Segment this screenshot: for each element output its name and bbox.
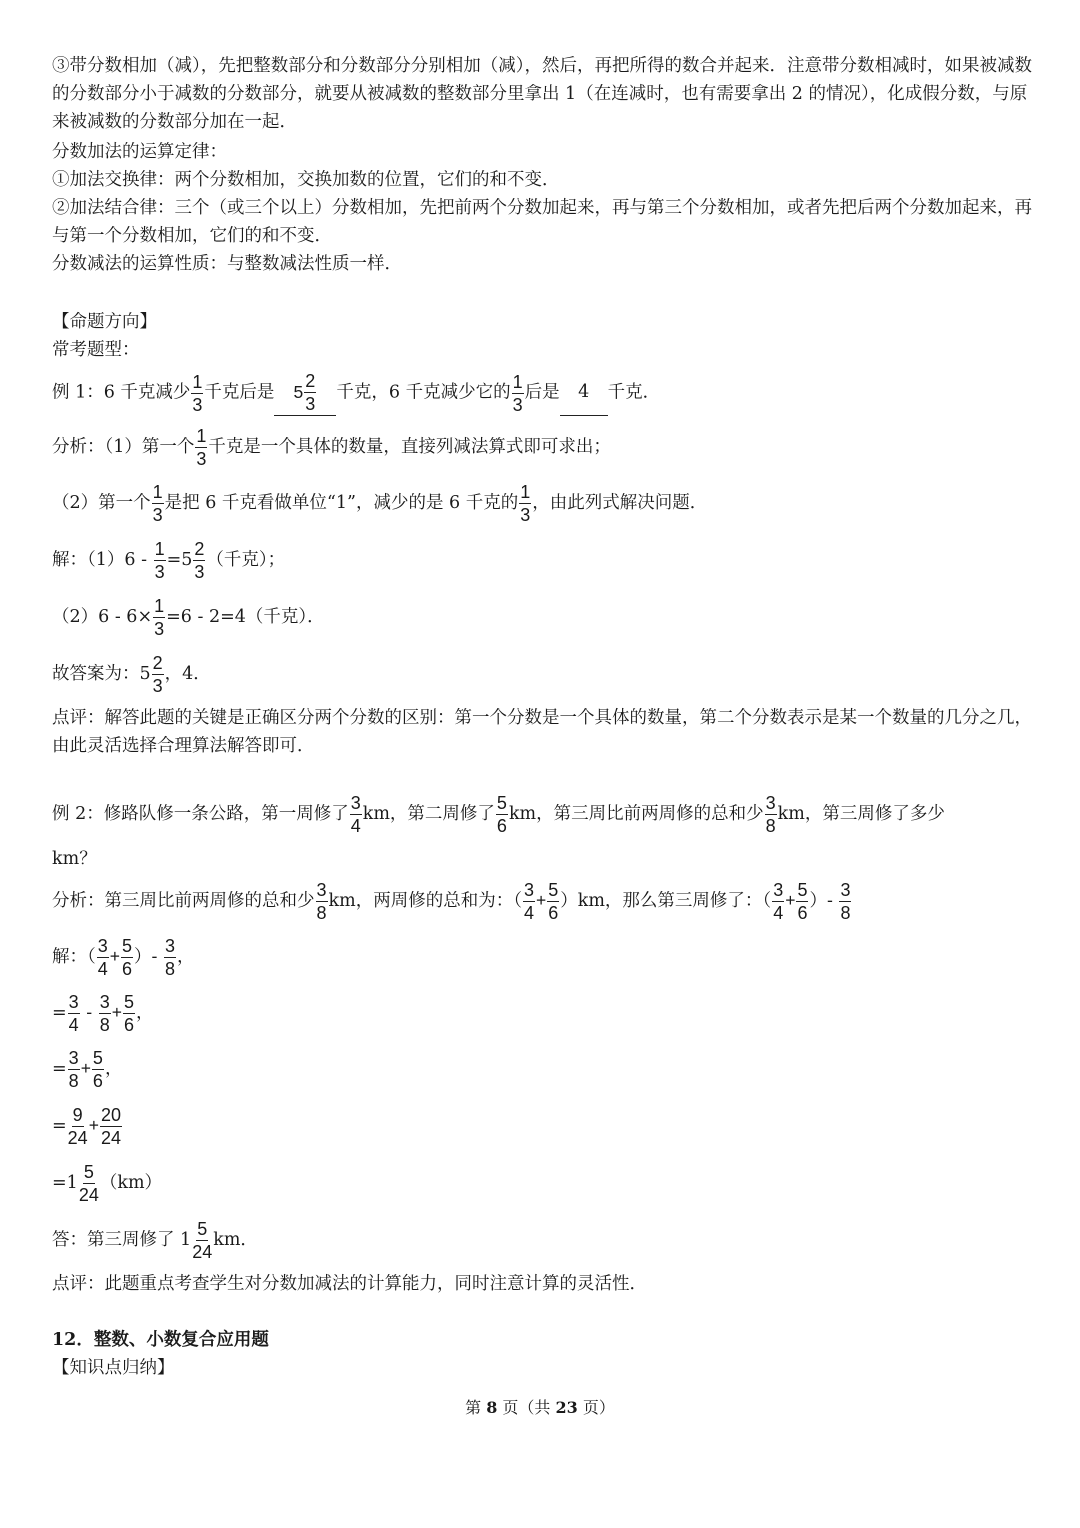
page-footer: 第 8 页（共 23 页） [465,1398,615,1417]
example1-analysis-1: 分析：（1）第一个 $\frac{1}{3}$ 千克是一个具体的数量，直接列减法算式即可求出； [52,426,611,469]
knowledge-summary-heading: 【知识点归纳】 [52,1358,175,1378]
example1-solution-1: 解：（1）6 - $\frac{1}{3}$ =5 $\frac{2}{3}$ （千克）； [52,539,286,582]
fraction: $\frac{1}{3}$ [196,426,207,469]
subtraction-property: 分数减法的运算性质：与整数减法性质一样． [52,254,402,274]
fraction: $\frac{1}{3}$ [152,482,163,525]
example2-solution-3: = $\frac{3}{8}$ + $\frac{5}{6}$ ， [52,1048,123,1091]
addition-laws-heading: 分数加法的运算定律： [52,142,227,162]
example2-question-cont: km？ [52,849,97,869]
example2-solution-1: 解：（ $\frac{3}{4}$ + $\frac{5}{6}$ ）- $\frac{3}{8}$ ， [52,936,195,979]
fraction: $\frac{1}{3}$ [154,539,165,582]
section-heading-direction: 【命题方向】 [52,312,157,332]
fraction: $\frac{1}{3}$ [520,482,531,525]
example1-solution-2: （2）6 - 6× $\frac{1}{3}$ =6 - 2=4（千克）． [52,596,325,639]
example2-solution-5: =1 $\frac{5}{24}$ （km） [52,1162,163,1205]
answer-blank-2: 4 [560,370,608,416]
commutative-law: ①加法交换律：两个分数相加，交换加数的位置，它们的和不变． [52,170,560,190]
example2-answer: 答：第三周修了 1 $\frac{5}{24}$ km． [52,1219,258,1262]
example2-solution-4: = $\frac{9}{24}$ + $\frac{20}{24}$ [52,1105,121,1148]
answer-blank-1: 5 $\frac{2}{3}$ [274,370,336,416]
example2-question: 例 2：修路队修一条公路，第一周修了 $\frac{3}{4}$ km，第二周修了 $\frac{5}{6}$ km，第三周比前两周修的总和少 $\frac{3}{8}$ km，第三周修了多少 [52,793,945,836]
example1-analysis-2: （2）第一个 $\frac{1}{3}$ 是把 6 千克看做单位“1”，减少的是 6 千克的 $\frac{1}{3}$ ，由此列式解决问题． [52,482,708,525]
section-12-heading: 12．整数、小数复合应用题 [52,1330,269,1350]
fraction: $\frac{2}{3}$ [152,653,163,696]
example1-answer: 故答案为：5 $\frac{2}{3}$ ，4． [52,653,211,696]
example2-comment: 点评：此题重点考查学生对分数加减法的计算能力，同时注意计算的灵活性． [52,1274,647,1294]
example2-analysis: 分析：第三周比前两周修的总和少 $\frac{3}{8}$ km，两周修的总和为：（ $\frac{3}{4}$ + $\frac{5}{6}$ ）km，那么第三周修了：（ $\frac{3}{4}$ + $\frac{5}{6}$ ）- $\frac{3}{8}$ [52,880,851,923]
associative-law: ②加法结合律：三个（或三个以上）分数相加，先把前两个分数加起来，再与第三个分数相加，或者先把后两个分数加起来，再与第一个分数相加，它们的和不变． [52,198,1032,246]
paragraph-mixed-fraction-rule: ③带分数相加（减），先把整数部分和分数部分分别相加（减），然后，再把所得的数合并起来．注意带分数相减时，如果被减数的分数部分小于减数的分数部分，就要从被减数的整数部分里拿出 1（在连减时，也有需要拿出 2 的情况），化成假分数，与原来被减数的分数部分加在一起． [52,56,1032,132]
fraction: $\frac{1}{3}$ [192,371,203,415]
example1-comment: 点评：解答此题的关键是正确区分两个分数的区别：第一个分数是一个具体的数量，第二个分数表示是某一个数量的几分之几，由此灵活选择合理算法解答即可． [52,708,1032,756]
example1-question: 例 1：6 千克减少 $\frac{1}{3}$ 千克后是 5 $\frac{2}{3}$ 千克，6 千克减少它的 $\frac{1}{3}$ 后是 4 千克． [52,370,661,415]
common-types-label: 常考题型： [52,340,140,360]
fraction: $\frac{1}{3}$ [154,596,165,639]
fraction: $\frac{1}{3}$ [512,371,523,415]
example2-solution-2: = $\frac{3}{4}$ - $\frac{3}{8}$ + $\frac{5}{6}$ ， [52,992,154,1035]
